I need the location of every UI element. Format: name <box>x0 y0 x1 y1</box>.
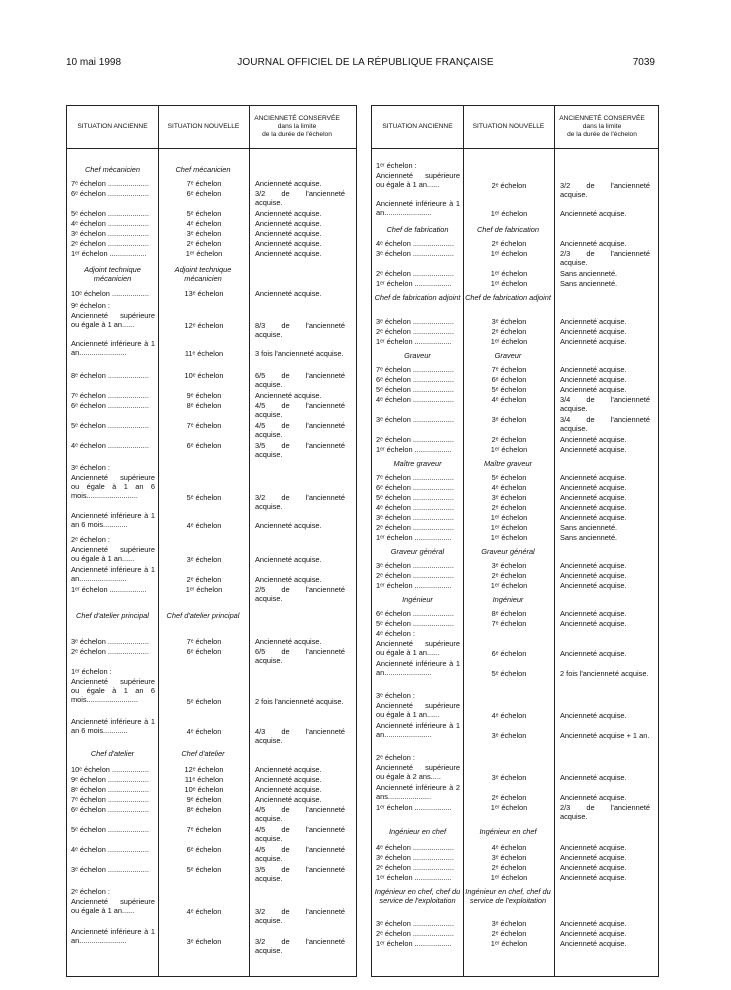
anciennete-cell: Ancienneté acquise. <box>560 773 627 782</box>
column-divider <box>158 106 159 976</box>
old-grade-title: Ingénieur en chef, chef du service de l'exploitation <box>374 887 461 905</box>
new-grade-title: Ingénieur en chef, chef du service de l'exploitation <box>465 887 551 905</box>
anciennete-cell: 6/5 de l'ancienneté acquise. <box>255 647 345 665</box>
new-situation-cell: 3ᵉ échelon <box>491 561 527 570</box>
new-situation-cell: 1ᵉʳ échelon <box>185 585 223 594</box>
old-grade-title: Chef d'atelier principal <box>76 611 149 620</box>
header-anciennete-line1: ANCIENNETÉ CONSERVÉE <box>559 115 645 122</box>
new-situation-cell: 1ᵉʳ échelon <box>490 337 528 346</box>
header-page-number: 7039 <box>632 57 655 68</box>
old-situation-cell: Ancienneté supérieure ou égale à 2 ans..... <box>376 763 460 781</box>
anciennete-cell: Ancienneté acquise + 1 an. <box>560 731 650 740</box>
new-situation-cell: 5ᵉ échelon <box>491 669 527 678</box>
anciennete-cell: 3/2 de l'ancienneté acquise. <box>255 937 345 955</box>
new-situation-cell: 13ᵉ échelon <box>184 289 224 298</box>
old-situation-cell: Ancienneté supérieure ou égale à 1 an...... <box>376 171 460 189</box>
old-situation-cell: 1ᵉʳ échelon : <box>376 161 417 170</box>
anciennete-cell: Ancienneté acquise. <box>560 445 627 454</box>
anciennete-cell: Ancienneté acquise. <box>560 513 627 522</box>
anciennete-cell: 3/4 de l'ancienneté acquise. <box>560 395 650 413</box>
header-journal-title: JOURNAL OFFICIEL DE LA RÉPUBLIQUE FRANÇAISE <box>237 57 494 68</box>
anciennete-cell: Ancienneté acquise. <box>560 581 627 590</box>
anciennete-cell: Ancienneté acquise. <box>560 337 627 346</box>
new-situation-cell: 5ᵉ échelon <box>186 493 222 502</box>
old-situation-cell: 5ᵉ échelon .................... <box>376 385 454 394</box>
new-situation-cell: 3ᵉ échelon <box>491 493 527 502</box>
new-situation-cell: 3ᵉ échelon <box>186 229 222 238</box>
anciennete-cell: Ancienneté acquise. <box>255 289 322 298</box>
new-situation-cell: 9ᵉ échelon <box>186 391 222 400</box>
anciennete-cell: Ancienneté acquise. <box>560 327 627 336</box>
old-situation-cell: 1ᵉʳ échelon .................. <box>376 445 452 454</box>
old-situation-cell: 9ᵉ échelon .................... <box>71 775 149 784</box>
old-grade-title: Graveur général <box>390 547 445 556</box>
old-situation-cell: 4ᵉ échelon : <box>376 629 415 638</box>
new-situation-cell: 1ᵉʳ échelon <box>490 445 528 454</box>
old-situation-cell: Ancienneté inférieure à 1 an 6 mois............ <box>71 717 155 735</box>
old-situation-cell: 7ᵉ échelon .................... <box>376 473 454 482</box>
anciennete-cell: Ancienneté acquise. <box>560 649 627 658</box>
old-situation-cell: 7ᵉ échelon .................... <box>376 365 454 374</box>
old-situation-cell: Ancienneté supérieure ou égale à 1 an 6 mois......................... <box>71 473 155 500</box>
new-situation-cell: 2ᵉ échelon <box>491 793 527 802</box>
old-situation-cell: 1ᵉʳ échelon .................. <box>376 939 452 948</box>
old-situation-cell: 5ᵉ échelon .................... <box>71 209 149 218</box>
anciennete-cell: Ancienneté acquise. <box>255 249 322 258</box>
anciennete-cell: Ancienneté acquise. <box>560 561 627 570</box>
new-situation-cell: 2ᵉ échelon <box>491 435 527 444</box>
anciennete-cell: 4/5 de l'ancienneté acquise. <box>255 401 345 419</box>
old-situation-cell: 1ᵉʳ échelon .................. <box>376 873 452 882</box>
anciennete-cell: Ancienneté acquise. <box>560 365 627 374</box>
old-grade-title: Chef de fabrication <box>386 225 449 234</box>
header-anciennete-conservee <box>554 106 650 148</box>
old-situation-cell: Ancienneté inférieure à 1 an....................... <box>376 199 460 217</box>
header-anciennete-conservee <box>249 106 345 148</box>
anciennete-cell: Ancienneté acquise. <box>255 765 322 774</box>
old-situation-cell: Ancienneté supérieure ou égale à 1 an...... <box>71 311 155 329</box>
old-grade-title: Graveur <box>404 351 431 360</box>
anciennete-cell: Ancienneté acquise. <box>255 795 322 804</box>
anciennete-cell: 3/2 de l'ancienneté acquise. <box>255 907 345 925</box>
new-grade-title: Chef d'atelier <box>181 749 225 758</box>
new-situation-cell: 1ᵉʳ échelon <box>490 279 528 288</box>
old-situation-cell: Ancienneté inférieure à 2 ans..................... <box>376 783 460 801</box>
old-situation-cell: 3ᵉ échelon .................... <box>376 513 454 522</box>
new-grade-title: Maître graveur <box>483 459 533 468</box>
header-situation-ancienne: SITUATION ANCIENNE <box>77 123 148 130</box>
old-situation-cell: 7ᵉ échelon .................... <box>71 795 149 804</box>
new-situation-cell: 1ᵉʳ échelon <box>490 581 528 590</box>
new-situation-cell: 4ᵉ échelon <box>186 727 222 736</box>
new-situation-cell: 1ᵉʳ échelon <box>490 249 528 258</box>
old-situation-cell: 6ᵉ échelon .................... <box>376 609 454 618</box>
anciennete-cell: Ancienneté acquise. <box>560 483 627 492</box>
old-situation-cell: Ancienneté supérieure ou égale à 1 an...... <box>376 701 460 719</box>
old-situation-cell: 1ᵉʳ échelon .................. <box>376 533 452 542</box>
old-situation-cell: 2ᵉ échelon .................... <box>376 435 454 444</box>
old-situation-cell: 3ᵉ échelon .................... <box>376 919 454 928</box>
anciennete-cell: 6/5 de l'ancienneté acquise. <box>255 371 345 389</box>
old-grade-title: Chef mécanicien <box>84 165 141 174</box>
new-situation-cell: 3ᵉ échelon <box>186 555 222 564</box>
anciennete-cell: Ancienneté acquise. <box>255 575 322 584</box>
anciennete-cell: Ancienneté acquise. <box>560 317 627 326</box>
old-situation-cell: 4ᵉ échelon .................... <box>376 239 454 248</box>
new-situation-cell: 5ᵉ échelon <box>186 209 222 218</box>
old-situation-cell: 6ᵉ échelon .................... <box>376 375 454 384</box>
new-grade-title: Chef de fabrication <box>476 225 540 234</box>
old-situation-cell: 2ᵉ échelon .................... <box>376 523 454 532</box>
anciennete-cell: Ancienneté acquise. <box>255 775 322 784</box>
column-divider <box>249 106 250 976</box>
header-situation-nouvelle: SITUATION NOUVELLE <box>472 123 545 130</box>
anciennete-cell: Ancienneté acquise. <box>560 209 627 218</box>
old-grade-title: Maître graveur <box>393 459 442 468</box>
anciennete-cell: Ancienneté acquise. <box>560 863 627 872</box>
anciennete-cell: Ancienneté acquise. <box>560 843 627 852</box>
old-situation-cell: Ancienneté inférieure à 1 an....................... <box>376 659 460 677</box>
anciennete-cell: Ancienneté acquise. <box>255 521 322 530</box>
anciennete-cell: Ancienneté acquise. <box>560 435 627 444</box>
anciennete-cell: Ancienneté acquise. <box>560 385 627 394</box>
old-situation-cell: 3ᵉ échelon .................... <box>376 853 454 862</box>
new-situation-cell: 4ᵉ échelon <box>491 711 527 720</box>
old-situation-cell: 2ᵉ échelon .................... <box>71 647 149 656</box>
new-situation-cell: 7ᵉ échelon <box>186 637 222 646</box>
new-situation-cell: 6ᵉ échelon <box>491 375 527 384</box>
old-situation-cell: 4ᵉ échelon .................... <box>71 219 149 228</box>
anciennete-cell: 4/5 de l'ancienneté acquise. <box>255 805 345 823</box>
anciennete-cell: Ancienneté acquise. <box>560 939 627 948</box>
old-situation-cell: 2ᵉ échelon : <box>376 753 415 762</box>
anciennete-cell: Ancienneté acquise. <box>560 929 627 938</box>
header-anciennete-line1: ANCIENNETÉ CONSERVÉE <box>254 115 340 122</box>
new-situation-cell: 4ᵉ échelon <box>186 521 222 530</box>
old-situation-cell: 9ᵉ échelon : <box>71 301 110 310</box>
new-situation-cell: 8ᵉ échelon <box>186 805 222 814</box>
old-situation-cell: 3ᵉ échelon .................... <box>376 561 454 570</box>
new-situation-cell: 1ᵉʳ échelon <box>490 939 528 948</box>
old-situation-cell: 3ᵉ échelon .................... <box>71 229 149 238</box>
anciennete-cell: Ancienneté acquise. <box>255 209 322 218</box>
new-situation-cell: 1ᵉʳ échelon <box>490 209 528 218</box>
column-divider <box>554 106 555 976</box>
anciennete-cell: 3/2 de l'ancienneté acquise. <box>255 189 345 207</box>
old-situation-cell: 8ᵉ échelon .................... <box>71 371 149 380</box>
table-header <box>67 106 356 149</box>
old-situation-cell: 1ᵉʳ échelon .................. <box>376 803 452 812</box>
new-situation-cell: 5ᵉ échelon <box>186 865 222 874</box>
anciennete-cell: Ancienneté acquise. <box>255 785 322 794</box>
anciennete-cell: Sans ancienneté. <box>560 279 618 288</box>
anciennete-cell: 3/4 de l'ancienneté acquise. <box>560 415 650 433</box>
old-situation-cell: Ancienneté inférieure à 1 an 6 mois............ <box>71 511 155 529</box>
anciennete-cell: Ancienneté acquise. <box>560 375 627 384</box>
new-situation-cell: 6ᵉ échelon <box>491 649 527 658</box>
old-situation-cell: 3ᵉ échelon : <box>376 691 415 700</box>
old-situation-cell: 1ᵉʳ échelon : <box>71 667 112 676</box>
old-situation-cell: 4ᵉ échelon .................... <box>376 843 454 852</box>
anciennete-cell: 2 fois l'ancienneté acquise. <box>560 669 649 678</box>
table-header <box>372 106 658 149</box>
new-situation-cell: 5ᵉ échelon <box>491 385 527 394</box>
new-situation-cell: 2ᵉ échelon <box>491 571 527 580</box>
old-situation-cell: 6ᵉ échelon .................... <box>71 401 149 410</box>
anciennete-cell: Sans ancienneté. <box>560 523 618 532</box>
header-situation-ancienne: SITUATION ANCIENNE <box>382 123 453 130</box>
old-situation-cell: Ancienneté inférieure à 1 an....................... <box>376 721 460 739</box>
anciennete-cell: 2/5 de l'ancienneté acquise. <box>255 585 345 603</box>
old-situation-cell: 5ᵉ échelon .................... <box>376 619 454 628</box>
old-situation-cell: Ancienneté supérieure ou égale à 1 an...... <box>71 545 155 563</box>
new-situation-cell: 2ᵉ échelon <box>491 239 527 248</box>
anciennete-cell: Ancienneté acquise. <box>560 503 627 512</box>
new-situation-cell: 10ᵉ échelon <box>184 371 224 380</box>
column-divider <box>463 106 464 976</box>
old-situation-cell: 1ᵉʳ échelon .................. <box>71 249 147 258</box>
anciennete-cell: Ancienneté acquise. <box>560 609 627 618</box>
anciennete-cell: Ancienneté acquise. <box>560 853 627 862</box>
anciennete-cell: Ancienneté acquise. <box>560 619 627 628</box>
anciennete-cell: 3/5 de l'ancienneté acquise. <box>255 441 345 459</box>
new-grade-title: Chef de fabrication adjoint <box>465 293 551 302</box>
new-situation-cell: 1ᵉʳ échelon <box>490 533 528 542</box>
old-situation-cell: 2ᵉ échelon .................... <box>376 929 454 938</box>
table-left <box>66 105 357 977</box>
new-situation-cell: 7ᵉ échelon <box>491 619 527 628</box>
anciennete-cell: Ancienneté acquise. <box>560 793 627 802</box>
old-situation-cell: 3ᵉ échelon .................... <box>376 317 454 326</box>
old-situation-cell: Ancienneté supérieure ou égale à 1 an...... <box>71 897 155 915</box>
old-situation-cell: 4ᵉ échelon .................... <box>71 441 149 450</box>
new-situation-cell: 7ᵉ échelon <box>186 179 222 188</box>
new-situation-cell: 5ᵉ échelon <box>186 697 222 706</box>
new-situation-cell: 7ᵉ échelon <box>186 421 222 430</box>
anciennete-cell: 8/3 de l'ancienneté acquise. <box>255 321 345 339</box>
new-situation-cell: 2ᵉ échelon <box>491 863 527 872</box>
old-grade-title: Chef de fabrication adjoint <box>374 293 461 302</box>
header-situation-nouvelle: SITUATION NOUVELLE <box>167 123 240 130</box>
new-situation-cell: 1ᵉʳ échelon <box>490 513 528 522</box>
old-situation-cell: 3ᵉ échelon .................... <box>71 865 149 874</box>
anciennete-cell: Ancienneté acquise. <box>255 179 322 188</box>
new-situation-cell: 2ᵉ échelon <box>491 327 527 336</box>
anciennete-cell: Ancienneté acquise. <box>255 555 322 564</box>
new-situation-cell: 2ᵉ échelon <box>186 575 222 584</box>
old-situation-cell: 2ᵉ échelon .................... <box>376 269 454 278</box>
new-situation-cell: 1ᵉʳ échelon <box>490 523 528 532</box>
new-situation-cell: 2ᵉ échelon <box>186 239 222 248</box>
new-situation-cell: 1ᵉʳ échelon <box>185 249 223 258</box>
new-situation-cell: 2ᵉ échelon <box>491 929 527 938</box>
anciennete-cell: 4/3 de l'ancienneté acquise. <box>255 727 345 745</box>
old-situation-cell: 4ᵉ échelon .................... <box>376 503 454 512</box>
new-situation-cell: 10ᵉ échelon <box>184 785 224 794</box>
old-situation-cell: 3ᵉ échelon : <box>71 463 110 472</box>
old-situation-cell: 2ᵉ échelon : <box>71 535 110 544</box>
anciennete-cell: Ancienneté acquise. <box>255 219 322 228</box>
old-situation-cell: 3ᵉ échelon .................... <box>376 415 454 424</box>
old-situation-cell: 3ᵉ échelon .................... <box>376 249 454 258</box>
anciennete-cell: 3/2 de l'ancienneté acquise. <box>255 493 345 511</box>
old-situation-cell: Ancienneté supérieure ou égale à 1 an...... <box>376 639 460 657</box>
old-situation-cell: 6ᵉ échelon .................... <box>71 805 149 814</box>
anciennete-cell: 4/5 de l'ancienneté acquise. <box>255 845 345 863</box>
old-situation-cell: Ancienneté supérieure ou égale à 1 an 6 mois......................... <box>71 677 155 704</box>
new-grade-title: Ingénieur en chef <box>479 827 537 836</box>
new-grade-title: Chef d'atelier principal <box>166 611 240 620</box>
header-anciennete-line2: dans la limite <box>277 123 317 130</box>
new-situation-cell: 7ᵉ échelon <box>491 365 527 374</box>
anciennete-cell: Ancienneté acquise. <box>255 229 322 238</box>
new-situation-cell: 4ᵉ échelon <box>491 483 527 492</box>
anciennete-cell: 3 fois l'ancienneté acquise. <box>255 349 344 358</box>
anciennete-cell: Ancienneté acquise. <box>560 919 627 928</box>
header-anciennete-line2: dans la limite <box>582 123 622 130</box>
anciennete-cell: Sans ancienneté. <box>560 269 618 278</box>
new-situation-cell: 1ᵉʳ échelon <box>490 873 528 882</box>
anciennete-cell: Ancienneté acquise. <box>255 391 322 400</box>
anciennete-cell: Ancienneté acquise. <box>560 239 627 248</box>
new-situation-cell: 12ᵉ échelon <box>184 765 224 774</box>
old-situation-cell: 7ᵉ échelon .................... <box>71 391 149 400</box>
old-situation-cell: 2ᵉ échelon .................... <box>376 327 454 336</box>
anciennete-cell: Ancienneté acquise. <box>560 711 627 720</box>
old-grade-title: Adjoint technique mécanicien <box>84 265 141 283</box>
new-situation-cell: 2ᵉ échelon <box>491 181 527 190</box>
new-situation-cell: 6ᵉ échelon <box>186 441 222 450</box>
header-date: 10 mai 1998 <box>66 57 122 68</box>
old-situation-cell: 4ᵉ échelon .................... <box>376 395 454 404</box>
old-situation-cell: 4ᵉ échelon .................... <box>71 845 149 854</box>
old-situation-cell: 5ᵉ échelon .................... <box>376 493 454 502</box>
anciennete-cell: Ancienneté acquise. <box>255 239 322 248</box>
old-situation-cell: 6ᵉ échelon .................... <box>376 483 454 492</box>
old-situation-cell: 1ᵉʳ échelon .................. <box>376 279 452 288</box>
new-situation-cell: 11ᵉ échelon <box>184 775 224 784</box>
old-situation-cell: 2ᵉ échelon .................... <box>376 571 454 580</box>
old-situation-cell: 8ᵉ échelon .................... <box>71 785 149 794</box>
new-situation-cell: 2ᵉ échelon <box>491 503 527 512</box>
header-anciennete-line3: de la durée de l'échelon <box>567 131 637 138</box>
new-situation-cell: 7ᵉ échelon <box>186 825 222 834</box>
new-situation-cell: 8ᵉ échelon <box>491 609 527 618</box>
new-situation-cell: 6ᵉ échelon <box>186 647 222 656</box>
new-situation-cell: 3ᵉ échelon <box>491 853 527 862</box>
new-grade-title: Ingénieur <box>492 595 524 604</box>
anciennete-cell: Sans ancienneté. <box>560 533 618 542</box>
anciennete-cell: Ancienneté acquise. <box>560 493 627 502</box>
new-situation-cell: 12ᵉ échelon <box>184 321 224 330</box>
new-situation-cell: 11ᵉ échelon <box>184 349 224 358</box>
new-situation-cell: 3ᵉ échelon <box>491 919 527 928</box>
old-situation-cell: Ancienneté inférieure à 1 an....................... <box>71 927 155 945</box>
table-right <box>371 105 659 977</box>
anciennete-cell: 4/5 de l'ancienneté acquise. <box>255 825 345 843</box>
new-situation-cell: 6ᵉ échelon <box>186 189 222 198</box>
anciennete-cell: Ancienneté acquise. <box>255 637 322 646</box>
new-situation-cell: 4ᵉ échelon <box>186 219 222 228</box>
old-situation-cell: 7ᵉ échelon .................... <box>71 179 149 188</box>
new-situation-cell: 1ᵉʳ échelon <box>490 269 528 278</box>
old-situation-cell: 2ᵉ échelon : <box>71 887 110 896</box>
anciennete-cell: 3/2 de l'ancienneté acquise. <box>560 181 650 199</box>
new-situation-cell: 4ᵉ échelon <box>491 843 527 852</box>
old-situation-cell: 3ᵉ échelon .................... <box>71 637 149 646</box>
old-situation-cell: 10ᵉ échelon .................. <box>71 765 149 774</box>
anciennete-cell: Ancienneté acquise. <box>560 571 627 580</box>
new-grade-title: Graveur <box>494 351 522 360</box>
old-situation-cell: 6ᵉ échelon .................... <box>71 189 149 198</box>
old-grade-title: Ingénieur <box>402 595 433 604</box>
old-situation-cell: 5ᵉ échelon .................... <box>71 421 149 430</box>
new-situation-cell: 4ᵉ échelon <box>186 907 222 916</box>
new-situation-cell: 3ᵉ échelon <box>491 773 527 782</box>
old-situation-cell: 2ᵉ échelon .................... <box>376 863 454 872</box>
new-situation-cell: 3ᵉ échelon <box>186 937 222 946</box>
new-situation-cell: 8ᵉ échelon <box>186 401 222 410</box>
new-situation-cell: 5ᵉ échelon <box>491 473 527 482</box>
new-grade-title: Chef mécanicien <box>175 165 231 174</box>
anciennete-cell: 2 fois l'ancienneté acquise. <box>255 697 344 706</box>
new-situation-cell: 3ᵉ échelon <box>491 415 527 424</box>
anciennete-cell: 2/3 de l'ancienneté acquise. <box>560 803 650 821</box>
old-situation-cell: 5ᵉ échelon .................... <box>71 825 149 834</box>
new-situation-cell: 1ᵉʳ échelon <box>490 803 528 812</box>
anciennete-cell: Ancienneté acquise. <box>560 873 627 882</box>
old-situation-cell: 1ᵉʳ échelon .................. <box>376 337 452 346</box>
old-grade-title: Chef d'atelier <box>90 749 135 758</box>
new-situation-cell: 4ᵉ échelon <box>491 395 527 404</box>
anciennete-cell: Ancienneté acquise. <box>560 473 627 482</box>
header-anciennete-line3: de la durée de l'échelon <box>262 131 332 138</box>
new-situation-cell: 9ᵉ échelon <box>186 795 222 804</box>
old-situation-cell: Ancienneté inférieure à 1 an....................... <box>71 339 155 357</box>
new-situation-cell: 3ᵉ échelon <box>491 317 527 326</box>
old-situation-cell: 1ᵉʳ échelon .................. <box>376 581 452 590</box>
new-situation-cell: 3ᵉ échelon <box>491 731 527 740</box>
old-grade-title: Ingénieur en chef <box>388 827 447 836</box>
old-situation-cell: 2ᵉ échelon .................... <box>71 239 149 248</box>
anciennete-cell: 2/3 de l'ancienneté acquise. <box>560 249 650 267</box>
old-situation-cell: 10ᵉ échelon .................. <box>71 289 149 298</box>
anciennete-cell: 3/5 de l'ancienneté acquise. <box>255 865 345 883</box>
anciennete-cell: 4/5 de l'ancienneté acquise. <box>255 421 345 439</box>
old-situation-cell: Ancienneté inférieure à 1 an....................... <box>71 565 155 583</box>
old-situation-cell: 1ᵉʳ échelon .................. <box>71 585 147 594</box>
new-grade-title: Graveur général <box>481 547 535 556</box>
new-grade-title: Adjoint technique mécanicien <box>174 265 232 283</box>
new-situation-cell: 6ᵉ échelon <box>186 845 222 854</box>
